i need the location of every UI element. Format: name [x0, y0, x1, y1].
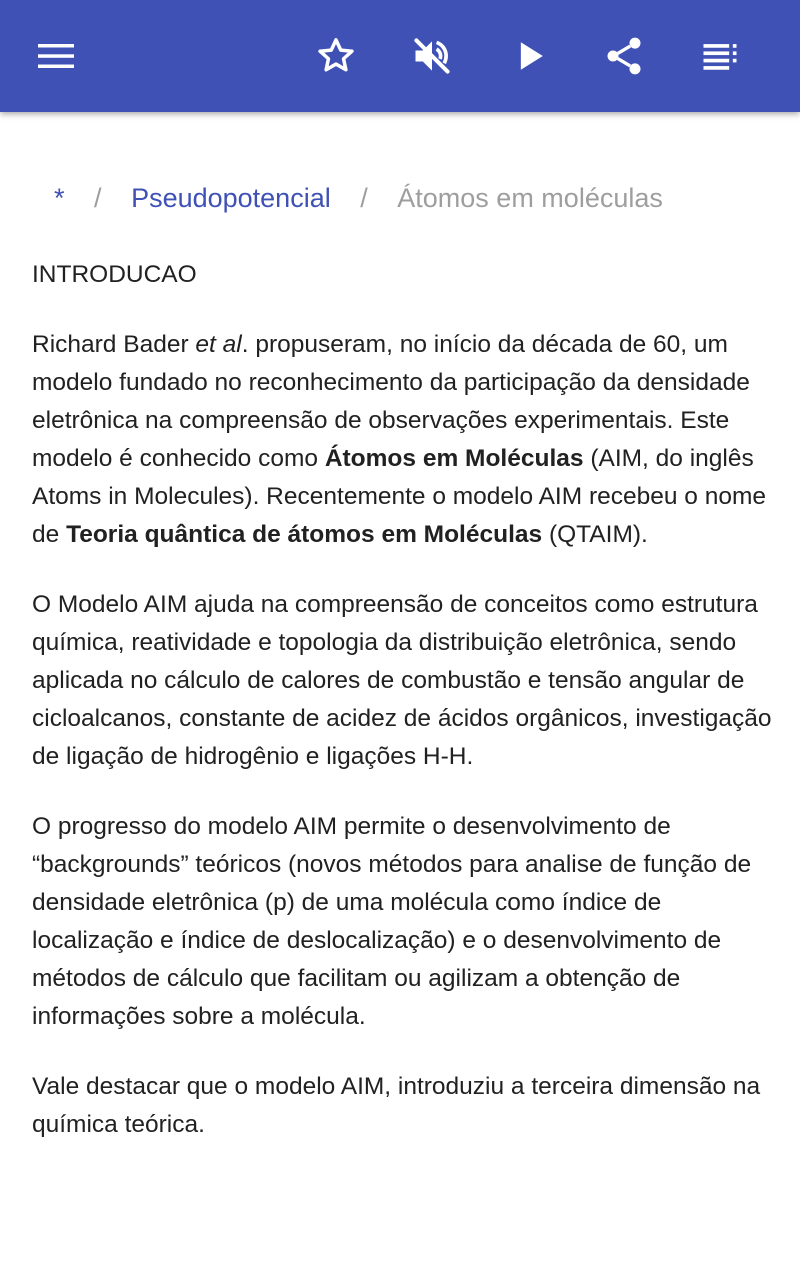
- share-button[interactable]: [596, 28, 652, 84]
- p1-text-1: Richard Bader: [32, 331, 196, 358]
- star-outline-icon: [314, 34, 358, 78]
- p1-italic-et-al: et al: [195, 331, 242, 358]
- article-paragraph-3: O progresso do modelo AIM permite o desenvolvimento de “backgrounds” teóricos (novos métodos para analise de função de densidade eletrônica (p) de uma molécula como índice de localização e índice de deslocalização) e o desenvolvimento de métodos de cálculo que facilitam ou agilizam a obtenção de informações sobre a molécula.: [32, 813, 752, 1030]
- article-content: [32, 256, 772, 1176]
- article-paragraph-1: [32, 326, 772, 554]
- breadcrumb-separator: /: [360, 183, 368, 213]
- section-heading: INTRODUCAO: [32, 261, 197, 288]
- playlist-icon: [698, 34, 742, 78]
- p1-text-3: (AIM, do inglês Atoms in Molecules). Recentemente o modelo AIM recebeu o nome de: [32, 445, 767, 548]
- article-paragraph-4: Vale destacar que o modelo AIM, introduziu a terceira dimensão na química teórica.: [32, 1073, 761, 1138]
- play-icon: [508, 34, 552, 78]
- favorite-button[interactable]: [308, 28, 364, 84]
- menu-button[interactable]: [28, 28, 84, 84]
- p1-bold-aim: Átomos em Moléculas: [324, 445, 584, 472]
- volume-off-icon: [410, 34, 454, 78]
- breadcrumb-parent-link[interactable]: Pseudopotencial: [131, 183, 331, 213]
- breadcrumb-current: Átomos em moléculas: [397, 183, 663, 213]
- app-toolbar: [0, 0, 800, 112]
- contents-button[interactable]: [692, 28, 748, 84]
- share-icon: [602, 34, 646, 78]
- breadcrumb-separator: /: [94, 183, 102, 213]
- article-paragraph-2: O Modelo AIM ajuda na compreensão de conceitos como estrutura química, reatividade e topologia da distribuição eletrônica, sendo aplicada no cálculo de calores de combustão e tensão angular de cicloalcanos, constante de acidez de ácidos orgânicos, investigação de ligação de hidrogênio e ligações H-H.: [32, 591, 772, 770]
- breadcrumb: [32, 178, 772, 218]
- breadcrumb-root-link[interactable]: *: [54, 183, 65, 213]
- p1-text-4: (QTAIM).: [542, 521, 648, 548]
- menu-icon: [36, 36, 76, 76]
- mute-button[interactable]: [404, 28, 460, 84]
- play-button[interactable]: [502, 28, 558, 84]
- p1-text-2: . propuseram, no início da década de 60, um modelo fundado no reconhecimento da participação da densidade eletrônica na compreensão de observações experimentais. Este modelo é conhecido como: [32, 331, 750, 472]
- p1-bold-qtaim: Teoria quântica de átomos em Moléculas: [66, 521, 543, 548]
